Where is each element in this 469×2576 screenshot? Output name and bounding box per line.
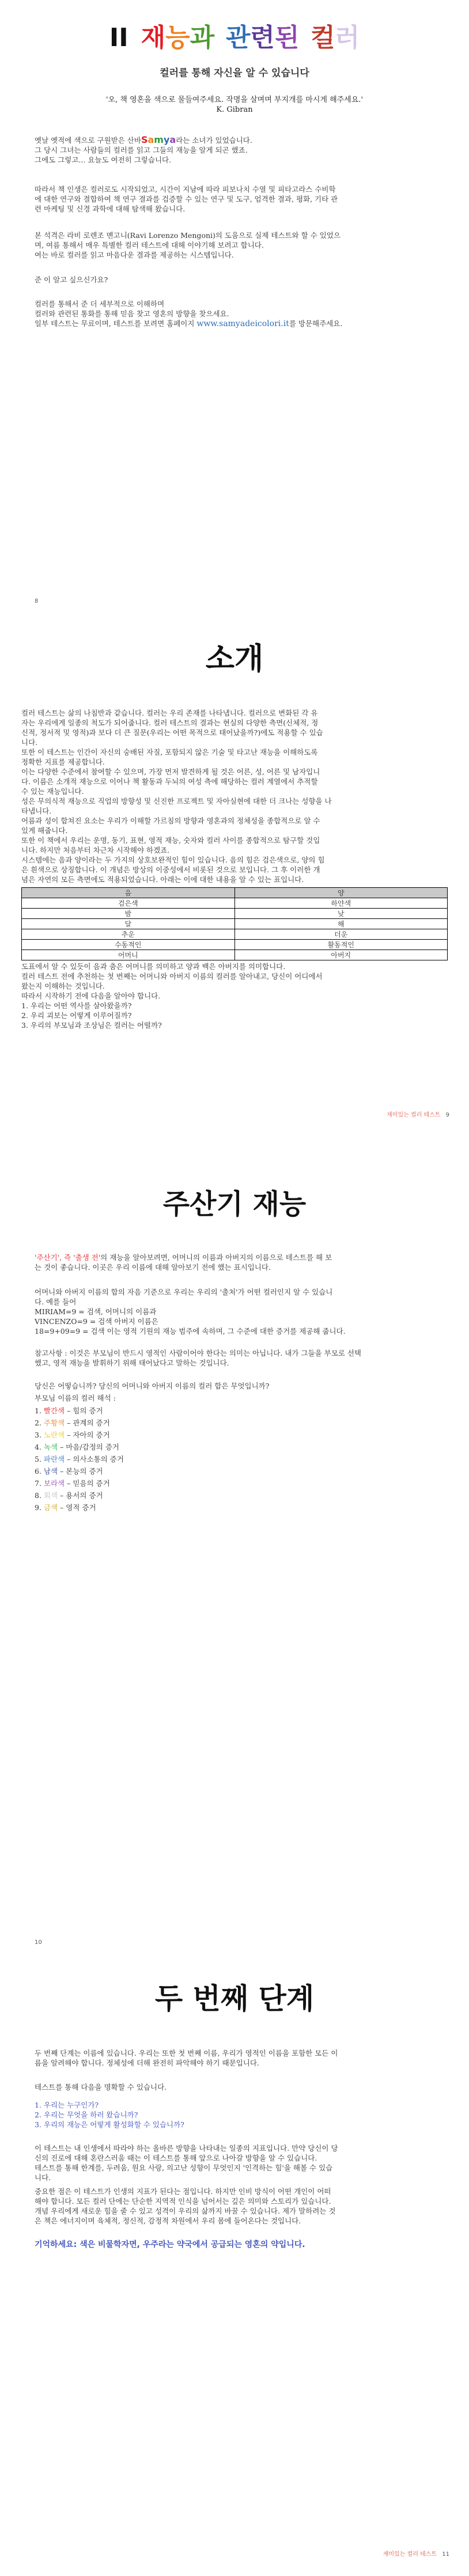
title-char (299, 23, 308, 52)
homepage-link[interactable]: www.samyadeicolori.it (196, 319, 289, 328)
intro-section-text: 컬러 테스트는 삶의 나침반과 같습니다. 컬러는 우리 존재를 나타냅니다. 컬러으로 변화된 각 유 자는 우리에게 일종의 척도가 되어줍니다. 컬러 테스트의 결과는 현실의 다양한 측면(신체적, 정 신적, 정서적 및 영적)과 보다 더 큰 질문(우리는 어떤 목적으로 태어났을까?)에도 적용할 수 있습 니다. 또한 이 테스트는 인간이 자신의 숭배된 자질, 포함되지 않은 기술 및 타고난 재능을 이해하도록 정확한 지표를 제공합니다. 이는 다양한 수준에서 참여할 수 있으며, 가장 먼저 발견하게 될 것은 어른, 성, 어른 및 남자입니 다. 이름은 소개적 재능으로 이어나 책 활동과 두뇌의 여성 측에 해당하는 컬러 계열에서 추적할 수 있는 재능입니다. 성은 무의식적 재능으로 직업의 방향성 및 신진한 프로젝트 및 자아실현에 대한 더 크나는 성향을 나 타냅니다. 어름과 성이 합쳐진 요소는 우리가 이해할 가르침의 방향과 영혼과의 정체성을 종합적으로 알 수 있게 해줍니다. 또한 이 책에서 우리는 운명, 동기, 표현, 영적 재능, 숫자와 컬러 사이를 종합적으로 탐구할 것입 니다. 하지만 처음부터 차근차 시작해야 하겠죠. 시스템에는 음과 양이라는 두 가지의 상호보완적인 힘이 있습니다. 음의 힘은 검은색으로, 양의 힘 은 흰색으로 상징합니다. 이 개념은 방상의 이중성에서 비롯된 것으로 보입니다. 그 후 이러한 개 념은 자연의 모든 측면에도 적용되었습니다. 아래는 이에 대한 내용을 알 수 있는 표입니다. (21, 709, 332, 884)
title-char: 러 (335, 23, 360, 52)
color-list-intro: 부모님 이름의 컬러 해석 : (35, 1394, 116, 1402)
intro-line: 그에도 그렇고... 요늘도 여전히 그렇습니다. (35, 156, 172, 164)
epigraph-author: K. Gibran (216, 105, 253, 114)
title-char (214, 23, 223, 52)
table-row: 달 해 (22, 919, 448, 929)
color-word: 파란색 (43, 1455, 65, 1463)
color-meaning: – 관계의 증거 (65, 1418, 110, 1427)
question-line: 준 이 알고 싶으신가요? (35, 275, 108, 284)
samya-letter: y (163, 134, 170, 145)
title-char: 관 (225, 23, 251, 52)
footer-brand: 재미있는 컬러 테스트 (387, 1112, 441, 1118)
section-title-perinatal: 주산기 재능 (162, 1188, 307, 1220)
epigraph-quote: '오, 책 영혼을 색으로 물들여주세요. 작명을 살며며 부지개를 마시게 해주세요.' (105, 96, 364, 104)
title-char: 컬 (311, 23, 335, 52)
footer-page-number: 11 (442, 2551, 449, 2558)
color-word: 빨간색 (43, 1406, 65, 1415)
second-step-body: 이 테스트는 내 인생에서 따라야 하는 올바른 방향을 나타내는 일종의 지표입니다. 만약 당신이 당 신의 진로에 대해 혼란스러움 때는 이 테스트를 통해 앞으로 나아갈 방향을 알 수 있습니다. 테스트를 통해 한계를, 두려움, 원요 사랑, 의고난 성향이 무엇인지 '인격하는 힘'을 해볼 수 있습 니다. (35, 2144, 338, 2182)
remember-callout: 기억하세요: 색은 비물학자면, 우주라는 약국에서 공급되는 영혼의 약입니다. (35, 2240, 305, 2249)
page-footer (357, 2549, 449, 2558)
table-row: 수동적인 활동적인 (22, 940, 448, 950)
perinatal-note: 참고사항 : 이것은 부모님이 반드시 영적인 사람이어야 한다는 의미는 아닙니다. 내가 그들을 부모로 선택 했고, 영적 재능을 발휘하기 위해 태어났다고 말하는 것입니다. (35, 1349, 361, 1367)
section-title-intro: 소개 (205, 642, 264, 676)
title-char: 련 (250, 23, 275, 52)
chapter-subtitle: 컬러를 통해 자신을 알 수 있습니다 (160, 67, 309, 79)
second-step-text: 두 번째 단계는 이름에 있습니다. 우리는 또한 첫 번째 이름, 우리가 영적인 이름을 포함한 모든 이 름을 알려해야 합니다. 정체성에 더해 완전히 파악해야 하기 때문입니다. (35, 2049, 338, 2067)
color-meaning: – 마음/감정의 증거 (58, 1443, 119, 1451)
color-word: 회색 (43, 1491, 58, 1500)
list-number: 4. (35, 1443, 44, 1451)
table-row: 검은색 하얀색 (22, 898, 448, 909)
color-list-item (35, 1501, 449, 1514)
step-item: 1. 우리는 누구인가? (35, 2101, 99, 2109)
list-number: 3. (35, 1431, 44, 1439)
second-step-intro: 테스트를 통해 다음을 명확할 수 있습니다. (35, 2083, 167, 2091)
color-meaning: – 믿음의 증거 (65, 1479, 110, 1488)
page-footer (357, 1110, 449, 1118)
title-char: 과 (190, 23, 215, 52)
color-list-item (35, 1405, 449, 1417)
list-number: 9. (35, 1503, 44, 1512)
intro-section-text-2: 도표에서 알 수 있듯이 음과 춤은 어머니를 의미하고 양과 백은 아버지를 의미합니다. 컬러 테스트 전에 추천하는 첫 번째는 어머니와 아버지 이름의 컬러를 알아내고, 당신이 어디에서 왔는지 이해하는 것입니다. 따라서 시작하기 전에 다음을 알아야 합니다. 1. 우리는 어떤 역사를 살아왔을까? 2. 우리 괴보는 어떻게 이루어질까? 3. 우리의 부모님과 조상님은 컬러는 어떨까? (21, 962, 451, 1030)
table-row: 밤 낮 (22, 909, 448, 919)
perinatal-text: '주산기', 즉 '출생 전'의 재능을 알아보려면, 어머니의 이름과 아버지의 이름으로 테스트를 해 보 는 것이 좋습니다. 이곳은 우리 이름에 대해 알아보기 전에 했는 표시입니다. (35, 1253, 332, 1272)
table-header: 음 (22, 888, 235, 898)
chapter-roman-numeral: II (109, 23, 128, 52)
color-list-item (35, 1441, 449, 1453)
list-number: 8. (35, 1491, 44, 1500)
paragraph-mengoni: 본 석격은 라비 로렌조 멘고니(Ravi Lorenzo Mengoni)의 도움으로 실제 테스트와 할 수 있었으 며, 여름 통해서 매우 특별한 컬러 테스트에 대해 이야기해 보려고 합니다. 여는 바로 컬러를 읽고 마음다운 결과를 제공하는 시스템입니다. (35, 231, 341, 259)
color-word: 남색 (43, 1467, 58, 1476)
second-step-list (35, 2100, 449, 2129)
perinatal-example: 어머니와 아버지 이름의 합의 자음 기준으로 우리는 우리의 '출처'가 어떤 컬러인지 알 수 있습니 다. 예를 들어 MIRIAM=9 = 검색, 어머니의 이름과 VINCENZO=9 = 검색 아버지 이름은 18=9+09=9 = 검색 이는 영적 기원의 재능 범주에 속하며, 그 수준에 대한 증거를 제공해 줍니다. (35, 1288, 346, 1336)
intro-line: 그 당시 그녀는 사람들의 컬러를 읽고 그들의 재능을 알게 되곤 했죠. (35, 146, 248, 154)
color-meaning: – 힘의 증거 (65, 1406, 103, 1415)
title-char: 된 (274, 23, 300, 52)
table-header: 양 (234, 888, 448, 898)
paragraph-homepage: 컬러를 통해서 준 더 세부적으로 이해하며 컬러와 관련된 통화를 통해 믿음 찾고 영혼의 방향을 찾으세요. 일부 테스트는 무료이며, 테스트를 보려면 홈페이지 www.samyadeicolori.it를 방문해주세요. (35, 300, 343, 328)
page-1 (0, 0, 469, 478)
title-char: 재 (141, 23, 166, 52)
yin-yang-table (21, 887, 448, 960)
color-list-item (35, 1465, 449, 1477)
color-word: 보라색 (43, 1479, 65, 1488)
color-word: 녹색 (43, 1443, 58, 1451)
list-number: 2. (35, 1418, 44, 1427)
paragraph-research: 따라서 책 인생은 컬러로도 시작되었고, 시간이 지남에 따라 피보나치 수열 및 피타고라스 수비학 에 대한 연구와 결합하여 책 연구 결과를 검증할 수 있는 연구 및 도구, 엄격한 결과, 평화, 기타 관 련 마케팅 및 신경 과학에 대해 탐색해 왔습니다. (35, 185, 338, 213)
color-meaning: – 자아의 증거 (65, 1431, 110, 1439)
samya-letter: S (141, 134, 148, 145)
list-number: 1. (35, 1406, 44, 1415)
samya-letter: a (147, 134, 154, 145)
step-item: 3. 우리의 재능은 어떻게 활성화할 수 있습니까? (35, 2120, 184, 2129)
footer-page-number: 9 (445, 1112, 449, 1118)
samya-letter: m (154, 134, 164, 145)
color-word: 금색 (43, 1503, 58, 1512)
step-item: 2. 우리는 무엇을 하러 왔습니까? (35, 2110, 138, 2119)
question-item: 2. 우리 괴보는 어떻게 이루어질까? (21, 1011, 132, 1020)
color-word: 주황색 (43, 1418, 65, 1427)
perinatal-question: 당신은 어떻습니까? 당신의 어머니와 아버지 이름의 컬러 합은 무엇입니까? (35, 1382, 270, 1390)
color-interpretation-list (35, 1405, 449, 1514)
list-number: 6. (35, 1467, 44, 1476)
color-list-item (35, 1477, 449, 1489)
page-number: 8 (35, 598, 39, 604)
samya-letter: a (169, 134, 176, 145)
color-list-item (35, 1453, 449, 1465)
list-number: 7. (35, 1479, 44, 1488)
chapter-title-colored (141, 23, 360, 52)
section-title-second-step: 두 번째 단계 (154, 1982, 315, 2015)
table-row: 추운 더운 (22, 929, 448, 940)
color-list-item (35, 1429, 449, 1441)
perinatal-quote: '주산기', 즉 '출생 전' (35, 1253, 101, 1262)
intro-line-1: 옛날 옛적에 색으로 구원받은 산바Samya라는 소녀가 있었습니다. (35, 134, 252, 145)
question-item: 1. 우리는 어떤 역사를 살아왔을까? (21, 1001, 132, 1010)
color-meaning: – 본능의 증거 (58, 1467, 103, 1476)
color-word: 노란색 (43, 1431, 65, 1439)
page-number: 10 (35, 1939, 42, 1946)
second-step-body-2: 중요한 점은 이 테스트가 인생의 지표가 된다는 점입니다. 하지만 인비 방식이 어떤 개인이 어떠 해야 합니다. 모든 컬러 단에는 단순한 지역적 인식을 넘어서는 깊은 의미와 스토리가 있습니다. 개념 우리에게 새로운 힘을 줄 수 있고 성격이 우리의 삶까지 바꿀 수 있습니다. 제가 말하려는 것 은 책은 에너지이며 육체적, 정신적, 감정적 차원에서 우리 몸에 들어온다는 것입니다. (35, 2187, 336, 2225)
chapter-title (0, 22, 469, 54)
color-list-item (35, 1489, 449, 1501)
footer-brand: 재미있는 컬러 테스트 (383, 2551, 437, 2558)
question-item: 3. 우리의 부모님과 조상님은 컬러는 어떨까? (21, 1021, 162, 1030)
list-number: 5. (35, 1455, 44, 1463)
intro-paragraph (35, 135, 438, 165)
color-meaning: – 영적 증거 (58, 1503, 96, 1512)
color-list-item (35, 1417, 449, 1429)
table-row: 어머니 아버지 (22, 950, 448, 960)
title-char: 능 (165, 23, 190, 52)
color-meaning: – 용서의 증거 (58, 1491, 103, 1500)
samya-logo-text (141, 134, 176, 145)
color-meaning: – 의사소통의 증거 (65, 1455, 124, 1463)
